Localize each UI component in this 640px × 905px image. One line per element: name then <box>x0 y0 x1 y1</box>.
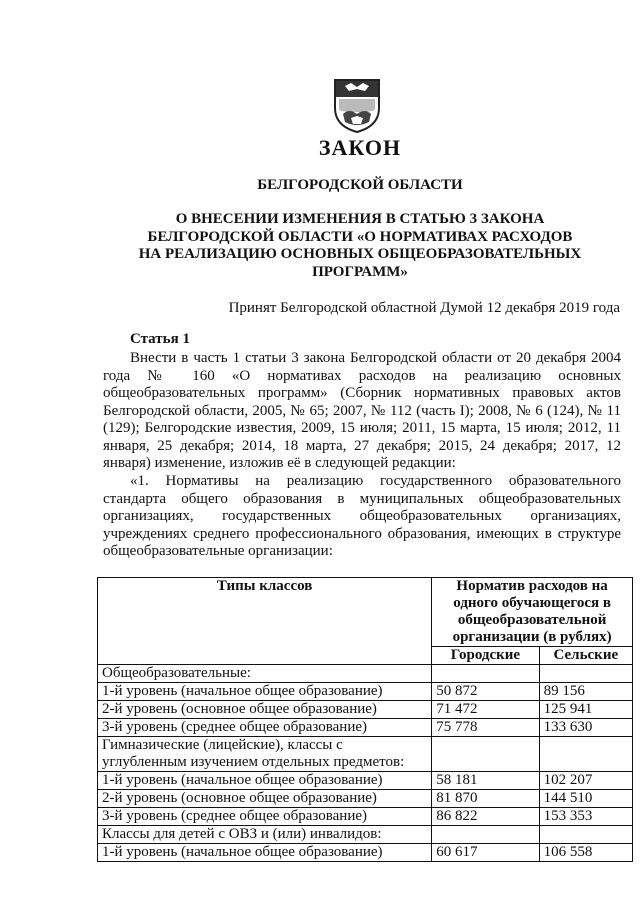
row-urban-value: 50 872 <box>432 683 539 701</box>
table-row <box>98 808 633 826</box>
belgorod-coat-of-arms-icon <box>331 78 383 134</box>
norms-table <box>97 577 633 862</box>
row-label: 3-й уровень (среднее общее образование) <box>98 719 432 737</box>
row-urban-value: 81 870 <box>432 790 539 808</box>
row-label: 1-й уровень (начальное общее образование) <box>98 772 432 790</box>
row-urban-value: 86 822 <box>432 808 539 826</box>
table-row <box>98 701 633 719</box>
row-label: 1-й уровень (начальное общее образование) <box>98 844 432 862</box>
document-region: БЕЛГОРОДСКОЙ ОБЛАСТИ <box>257 177 463 193</box>
header-urban: Городские <box>432 647 539 665</box>
group-name: Классы для детей с ОВЗ и (или) инвалидов: <box>98 826 432 844</box>
row-label: 2-й уровень (основное общее образование) <box>98 790 432 808</box>
table-group-row <box>98 737 633 772</box>
header-rural: Сельские <box>539 647 632 665</box>
table-group-row <box>98 665 633 683</box>
row-rural-value: 144 510 <box>539 790 632 808</box>
row-rural-value: 89 156 <box>539 683 632 701</box>
row-rural-value: 125 941 <box>539 701 632 719</box>
row-urban-value: 71 472 <box>432 701 539 719</box>
paragraph-1: Внести в часть 1 статьи 3 закона Белгородской области от 20 декабря 2004 года № 160 «О нормативах расходов на реализацию основных общеобразовательных программ» (Сборник нормативных правовых актов Белгородской области, 2005, № 65; 2007, № 112 (часть I); 2008, № 6 (124), № 11 (129); Белгородские известия, 2009, 15 июля; 2011, 15 марта, 15 июля; 2012, 11 января, 25 декабря; 2014, 18 марта, 27 декабря; 2015, 24 декабря; 2017, 12 января) изменение, изложив её в следующей редакции: <box>103 350 621 471</box>
subject-line: БЕЛГОРОДСКОЙ ОБЛАСТИ «О НОРМАТИВАХ РАСХОДОВ <box>147 228 573 245</box>
table-row <box>98 844 633 862</box>
row-label: 2-й уровень (основное общее образование) <box>98 701 432 719</box>
table-row <box>98 719 633 737</box>
row-urban-value: 60 617 <box>432 844 539 862</box>
row-rural-value: 153 353 <box>539 808 632 826</box>
table-header-row <box>98 578 633 647</box>
table-row <box>98 790 633 808</box>
header-class-types: Типы классов <box>98 578 432 665</box>
header-norm: Норматив расходов на одного обучающегося в общеобразовательной организации (в рублях) <box>432 578 633 647</box>
subject-line: О ВНЕСЕНИИ ИЗМЕНЕНИЯ В СТАТЬЮ 3 ЗАКОНА <box>175 211 545 227</box>
article-heading: Статья 1 <box>130 331 190 347</box>
table-row <box>98 683 633 701</box>
row-label: 1-й уровень (начальное общее образование) <box>98 683 432 701</box>
subject-line: НА РЕАЛИЗАЦИЮ ОСНОВНЫХ ОБЩЕОБРАЗОВАТЕЛЬНЫХ <box>138 246 582 262</box>
adoption-note: Принят Белгородской областной Думой 12 декабря 2019 года <box>228 300 620 316</box>
row-rural-value: 106 558 <box>539 844 632 862</box>
table-group-row <box>98 826 633 844</box>
group-name: Общеобразовательные: <box>98 665 432 683</box>
row-urban-value: 58 181 <box>432 772 539 790</box>
subject-line: ПРОГРАММ» <box>312 263 408 280</box>
document-title: ЗАКОН <box>318 135 402 160</box>
group-name: Гимназические (лицейские), классы с углубленным изучением отдельных предметов: <box>98 737 432 772</box>
row-label: 3-й уровень (среднее общее образование) <box>98 808 432 826</box>
row-urban-value: 75 778 <box>432 719 539 737</box>
row-rural-value: 102 207 <box>539 772 632 790</box>
document-subject <box>40 211 640 281</box>
row-rural-value: 133 630 <box>539 719 632 737</box>
table-row <box>98 772 633 790</box>
paragraph-2: «1. Нормативы на реализацию государственного образовательного стандарта общего образования в муниципальных общеобразовательных организациях, государственных общеобразовательных организациях, учреждениях среднего профессионального образования, имеющих в структуре общеобразовательные организации: <box>103 473 621 559</box>
